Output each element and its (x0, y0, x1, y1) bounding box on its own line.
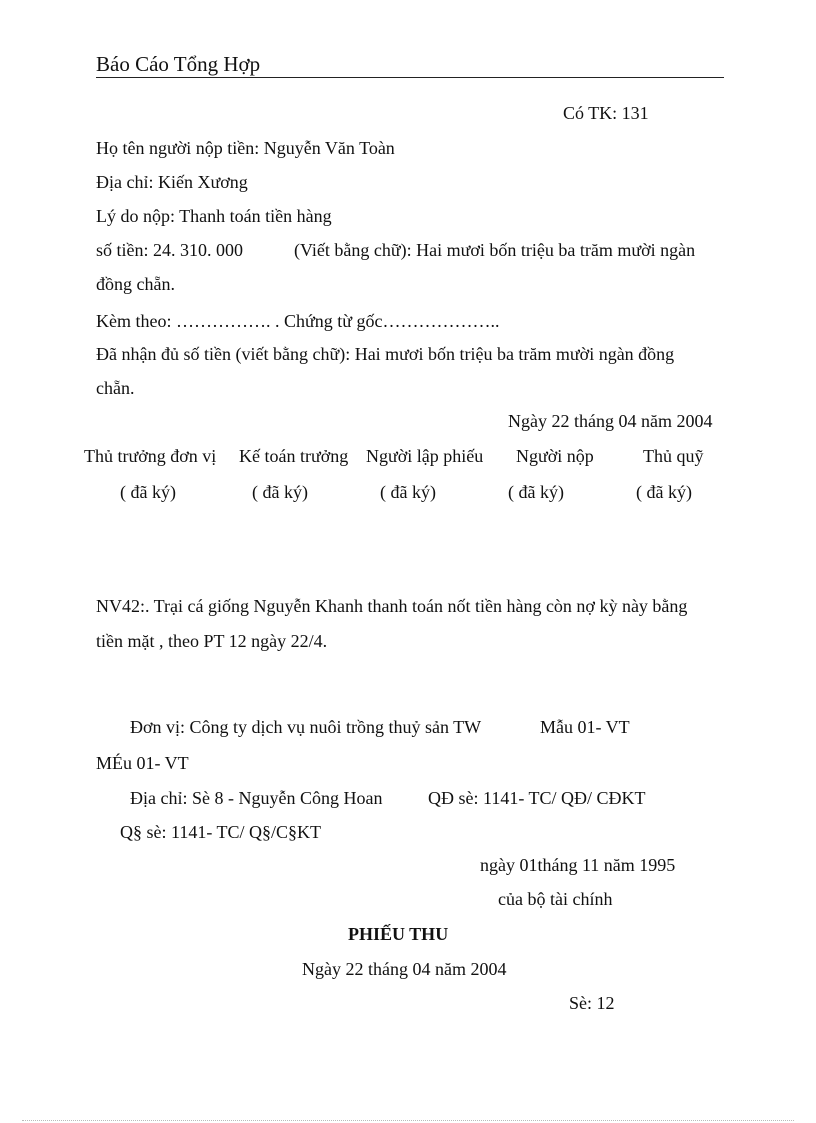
signature-role: Người lập phiếu (366, 446, 484, 466)
form-decision-date: ngày 01tháng 11 năm 1995 (480, 855, 676, 875)
amount-in-words-continued: đồng chẵn. (96, 274, 175, 294)
signature-role: Người nộp (516, 446, 594, 466)
payer-line: Họ tên người nộp tiền: Nguyễn Văn Toàn (96, 138, 395, 158)
form-title: PHIẾU THU (348, 924, 449, 944)
signature-status: ( đã ký) (508, 482, 564, 502)
address-line: Địa chỉ: Kiến Xương (96, 172, 248, 192)
signature-status: ( đã ký) (636, 482, 692, 502)
signature-role: Kế toán trưởng (239, 446, 349, 466)
credit-account: Có TK: 131 (563, 103, 649, 123)
nv42-description: NV42:. Trại cá giống Nguyễn Khanh thanh toán nốt tiền hàng còn nợ kỳ này bằng (96, 596, 688, 616)
signature-role: Thủ trưởng đơn vị (84, 446, 217, 466)
signature-status: ( đã ký) (120, 482, 176, 502)
signature-role: Thủ quỹ (643, 446, 704, 466)
nv42-description-continued: tiền mặt , theo PT 12 ngày 22/4. (96, 631, 328, 651)
form-address: Địa chỉ: Sè 8 - Nguyễn Công Hoan (130, 788, 383, 808)
amount-number: số tiền: 24. 310. 000 (96, 240, 243, 260)
amount-in-words: (Viết bằng chữ): Hai mươi bốn triệu ba trăm mười ngàn (294, 240, 696, 260)
attached-documents: Kèm theo: ……………. . Chứng từ gốc……………….. (96, 311, 500, 331)
form-template-garbled: MÉu 01- VT (96, 753, 189, 773)
form-template: Mẫu 01- VT (540, 717, 630, 737)
form-decision: QĐ sè: 1141- TC/ QĐ/ CĐKT (428, 788, 646, 808)
form-date: Ngày 22 tháng 04 năm 2004 (302, 959, 507, 979)
form-decision-garbled: Q§ sè: 1141- TC/ Q§/C§KT (120, 822, 321, 842)
signature-status: ( đã ký) (252, 482, 308, 502)
header-title: Báo Cáo Tổng Hợp (96, 52, 261, 76)
form-unit: Đơn vị: Công ty dịch vụ nuôi trồng thuỷ sản TW (130, 717, 482, 737)
form-number: Sè: 12 (569, 993, 615, 1013)
received-amount: Đã nhận đủ số tiền (viết bằng chữ): Hai mươi bốn triệu ba trăm mười ngàn đồng (96, 344, 675, 364)
reason-line: Lý do nộp: Thanh toán tiền hàng (96, 206, 332, 226)
receipt-date: Ngày 22 tháng 04 năm 2004 (508, 411, 713, 431)
header-divider (96, 77, 724, 78)
received-amount-continued: chẵn. (96, 378, 135, 398)
form-ministry: của bộ tài chính (498, 889, 613, 909)
signature-status: ( đã ký) (380, 482, 436, 502)
bottom-dotted-rule (22, 1120, 794, 1121)
